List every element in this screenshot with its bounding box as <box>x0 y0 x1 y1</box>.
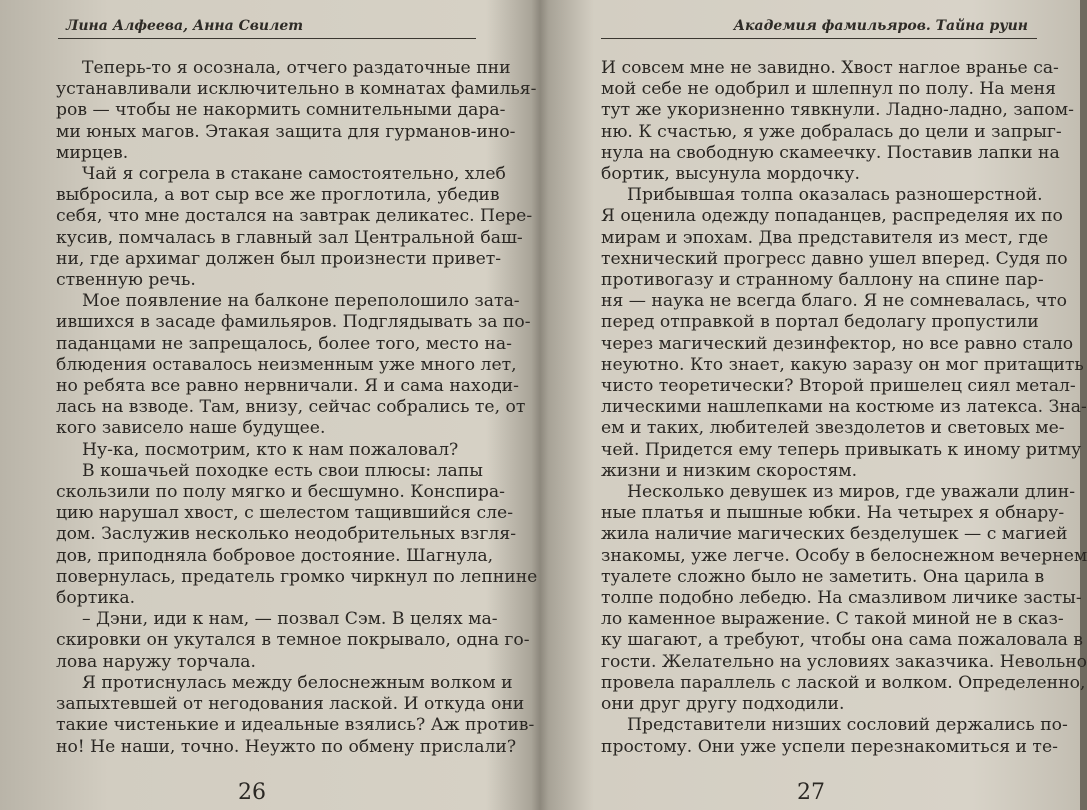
text-line: выбросила, а вот сыр все же проглотила, убедив <box>56 185 500 206</box>
text-line: лова наружу торчала. <box>56 651 256 672</box>
text-line: скользили по полу мягко и бесшумно. Конспира- <box>56 482 505 503</box>
page-number: 27 <box>797 780 825 805</box>
text-line: такие чистенькие и идеальные взялись? Аж против- <box>56 715 535 736</box>
text-line: толпе подобно лебедю. На смазливом личике засты- <box>601 588 1082 609</box>
text-line: Теперь-то я осознала, отчего раздаточные пни <box>82 58 511 78</box>
text-line: себя, что мне достался на завтрак деликатес. Пере- <box>56 206 533 227</box>
text-line: паданцами не запрещалось, более того, место на- <box>56 333 512 354</box>
text-line: Прибывшая толпа оказалась разношерстной. <box>627 185 1043 206</box>
text-line: бортик, высунула мордочку. <box>601 164 860 185</box>
text-line: туалете сложно было не заметить. Она царила в <box>601 566 1045 587</box>
text-line: простому. Они уже успели перезнакомиться и те- <box>601 736 1058 757</box>
text-line: через магический дезинфектор, но все равно стало <box>601 333 1074 354</box>
running-head-title: Академия фамильяров. Тайна руин <box>733 18 1028 34</box>
text-line: жила наличие магических безделушек — с магией <box>601 524 1068 545</box>
text-line: ров — чтобы не накормить сомнительными дара- <box>56 100 506 121</box>
text-line: дов, приподняла бобровое достояние. Шагнула, <box>56 545 494 566</box>
header-rule <box>601 38 1037 39</box>
text-line: ственную речь. <box>56 270 196 291</box>
right-page <box>545 0 1087 810</box>
page-text-body <box>56 58 538 758</box>
text-line: они друг другу подходили. <box>601 694 845 715</box>
text-line: лась на взводе. Там, внизу, сейчас собрались те, от <box>56 397 526 418</box>
page-number: 26 <box>238 780 266 805</box>
text-line: мой себе не одобрил и шлепнул по полу. На меня <box>601 79 1056 100</box>
text-line: мирцев. <box>56 142 129 163</box>
text-line: ни, где архимаг должен был произнести привет- <box>56 248 502 269</box>
text-line: но ребята все равно нервничали. Я и сама находи- <box>56 376 519 397</box>
text-line: знакомы, уже легче. Особу в белоснежном вечернем <box>601 545 1087 566</box>
text-line: неуютно. Кто знает, какую заразу он мог притащить <box>601 354 1084 375</box>
running-head-authors: Лина Алфеева, Анна Свилет <box>66 18 304 34</box>
text-line: технический прогресс давно ушел вперед. Судя по <box>601 248 1068 269</box>
text-line: кусив, помчалась в главный зал Центральной баш- <box>56 227 523 248</box>
text-line: ившихся в засаде фамильяров. Подглядывать за по- <box>56 312 531 333</box>
text-line: чей. Придется ему теперь привыкать к иному ритму <box>601 439 1082 460</box>
text-line: ку шагают, а требуют, чтобы она сама пожаловала в <box>601 630 1083 651</box>
text-line: повернулась, предатель громко чиркнул по лепнине <box>56 566 538 587</box>
header-rule <box>58 38 476 39</box>
text-line: но! Не наши, точно. Неужто по обмену прислали? <box>56 736 517 757</box>
text-line: противогазу и странному баллону на спине пар- <box>601 270 1044 291</box>
text-line: тут же укоризненно тявкнули. Ладно-ладно, запом- <box>601 100 1074 121</box>
text-line: гости. Желательно на условиях заказчика. Невольно <box>601 651 1087 672</box>
text-line: Мое появление на балконе переполошило зата- <box>82 291 520 312</box>
text-line: запыхтевшей от негодования лаской. И откуда они <box>56 694 525 715</box>
text-line: Чай я согрела в стакане самостоятельно, хлеб <box>82 164 506 185</box>
text-line: – Дэни, иди к нам, — позвал Сэм. В целях ма- <box>82 609 498 630</box>
text-line: кого зависело наше будущее. <box>56 418 326 439</box>
page-text-body <box>601 58 1087 758</box>
text-line: Несколько девушек из миров, где уважали длин- <box>627 482 1076 503</box>
text-line: ные платья и пышные юбки. На четырех я обнару- <box>601 503 1065 524</box>
text-line: провела параллель с лаской и волком. Определенно, <box>601 672 1086 693</box>
text-line: чисто теоретически? Второй пришелец сиял метал- <box>601 376 1076 397</box>
text-line: перед отправкой в портал бедолагу пропустили <box>601 312 1039 333</box>
text-line: нула на свободную скамеечку. Поставив лапки на <box>601 142 1060 163</box>
text-line: бортика. <box>56 588 136 609</box>
text-line: ню. К счастью, я уже добралась до цели и запрыг- <box>601 121 1062 142</box>
text-line: Я протиснулась между белоснежным волком и <box>82 672 513 693</box>
text-line: мирам и эпохам. Два представителя из мест, где <box>601 227 1049 248</box>
text-line: лическими нашлепками на костюме из латекса. Зна- <box>601 397 1087 418</box>
text-line: цию нарушал хвост, с шелестом тащившийся сле- <box>56 503 513 524</box>
text-line: устанавливали исключительно в комнатах фамилья- <box>56 79 537 100</box>
text-line: В кошачьей походке есть свои плюсы: лапы <box>82 460 483 481</box>
text-line: блюдения оставалось неизменным уже много лет, <box>56 354 517 375</box>
text-line: ми юных магов. Этакая защита для гурманов-ино- <box>56 121 516 142</box>
text-line: ло каменное выражение. С такой миной не в сказ- <box>601 609 1064 630</box>
text-line: Ну-ка, посмотрим, кто к нам пожаловал? <box>82 439 459 460</box>
text-line: скировки он укутался в темное покрывало, одна го- <box>56 630 530 651</box>
text-line: Представители низших сословий держались по- <box>627 715 1068 736</box>
text-line: ня — наука не всегда благо. Я не сомневалась, что <box>601 291 1067 312</box>
text-line: жизни и низким скоростям. <box>601 460 858 481</box>
left-page <box>0 0 538 810</box>
text-line: И совсем мне не завидно. Хвост наглое вранье са- <box>601 58 1059 78</box>
text-line: дом. Заслужив несколько неодобрительных взгля- <box>56 524 517 545</box>
text-line: Я оценила одежду попаданцев, распределяя их по <box>601 206 1063 227</box>
text-line: ем и таких, любителей звездолетов и световых ме- <box>601 418 1065 439</box>
